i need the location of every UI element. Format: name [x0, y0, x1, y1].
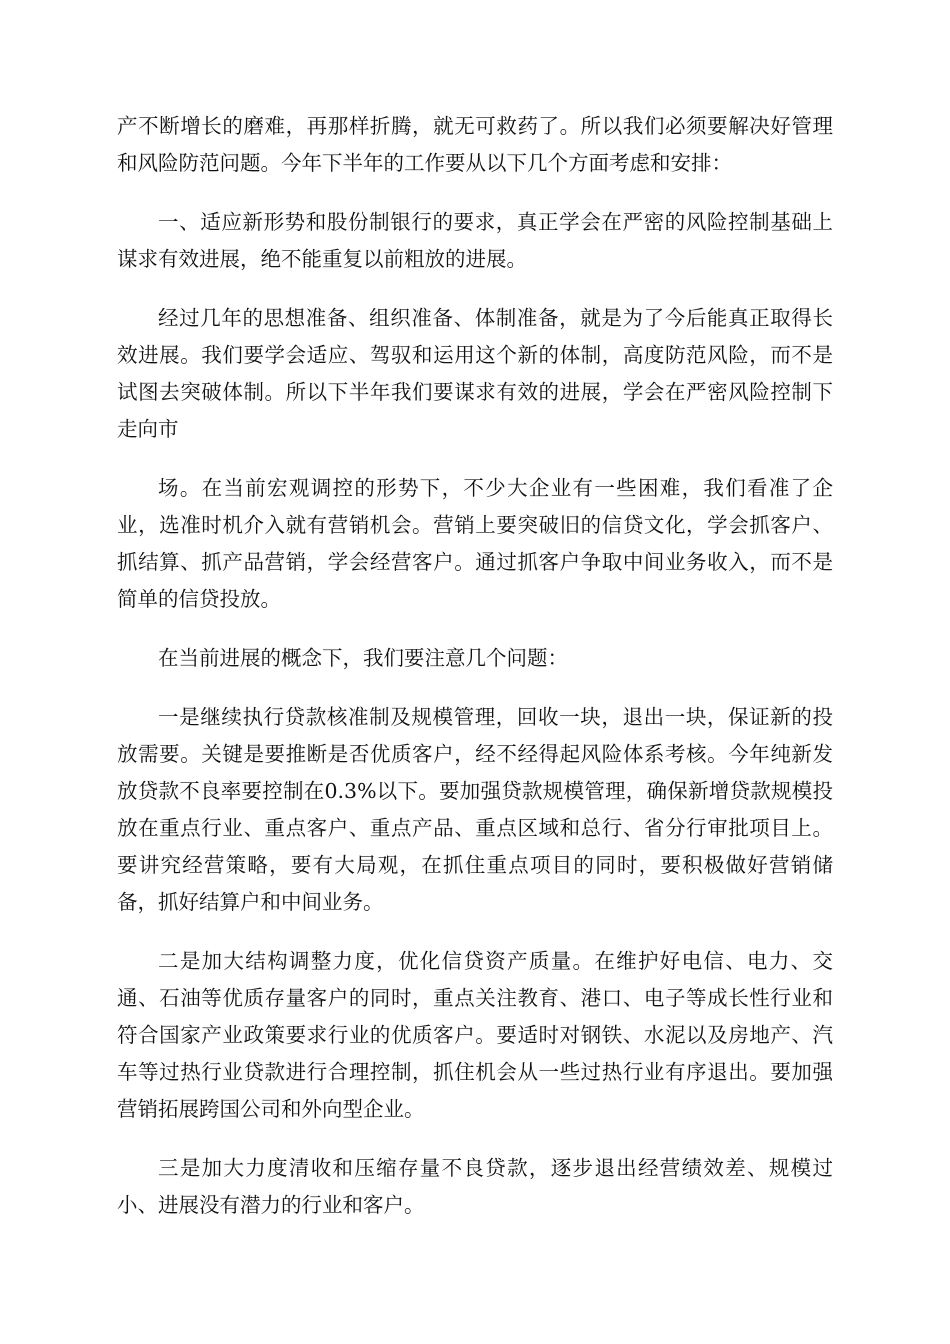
paragraph-issue-three: 三是加大力度清收和压缩存量不良贷款，逐步退出经营绩效差、规模过小、进展没有潜力的行业和客户。 [117, 1156, 833, 1217]
paragraph-section-one-heading: 一、适应新形势和股份制银行的要求，真正学会在严密的风险控制基础上谋求有效进展，绝不能重复以前粗放的进展。 [117, 210, 833, 271]
paragraph-market: 场。在当前宏观调控的形势下，不少大企业有一些困难，我们看准了企业，选准时机介入就有营销机会。营销上要突破旧的信贷文化，学会抓客户、抓结算、抓产品营销，学会经营客户。通过抓客户争取中间业务收入，而不是简单的信贷投放。 [117, 476, 833, 611]
paragraph-preparation: 经过几年的思想准备、组织准备、体制准备，就是为了今后能真正取得长效进展。我们要学会适应、驾驭和运用这个新的体制，高度防范风险，而不是试图去突破体制。所以下半年我们要谋求有效的进展，学会在严密风险控制下走向市 [117, 306, 833, 441]
document-body [117, 108, 833, 1246]
paragraph-continuation: 产不断增长的磨难，再那样折腾，就无可救药了。所以我们必须要解决好管理和风险防范问题。今年下半年的工作要从以下几个方面考虑和安排： [117, 114, 833, 175]
paragraph-issues-intro: 在当前进展的概念下，我们要注意几个问题： [158, 646, 568, 670]
paragraph-issue-two: 二是加大结构调整力度，优化信贷资产质量。在维护好电信、电力、交通、石油等优质存量客户的同时，重点关注教育、港口、电子等成长性行业和符合国家产业政策要求行业的优质客户。要适时对钢铁、水泥以及房地产、汽车等过热行业贷款进行合理控制，抓住机会从一些过热行业有序退出。要加强营销拓展跨国公司和外向型企业。 [117, 949, 833, 1121]
paragraph-issue-one: 一是继续执行贷款核准制及规模管理，回收一块，退出一块，保证新的投放需要。关键是要推断是否优质客户，经不经得起风险体系考核。今年纯新发放贷款不良率要控制在0.3%以下。要加强贷款规模管理，确保新增贷款规模投放在重点行业、重点客户、重点产品、重点区域和总行、省分行审批项目上。要讲究经营策略，要有大局观，在抓住重点项目的同时，要积极做好营销储备，抓好结算户和中间业务。 [117, 705, 833, 914]
